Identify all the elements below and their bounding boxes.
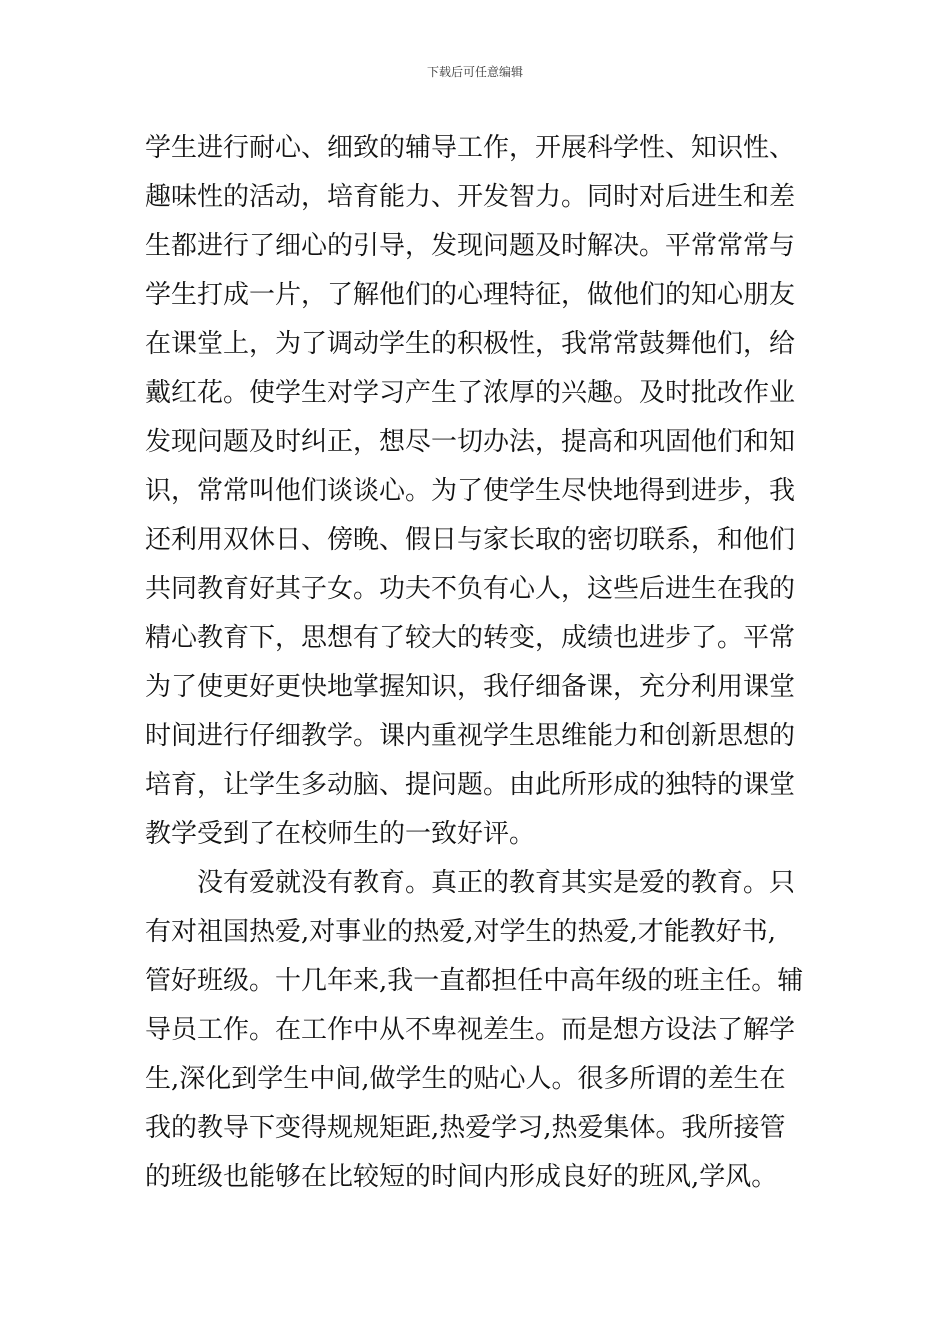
text-line: 趣味性的活动，培育能力、开发智力。同时对后进生和差	[145, 182, 796, 212]
text-line: 教学受到了在校师生的一致好评。	[145, 819, 536, 849]
text-line-indented: 没有爱就没有教育。真正的教育其实是爱的教育。只	[197, 868, 796, 898]
text-line: 戴红花。使学生对学习产生了浓厚的兴趣。及时批改作业	[145, 378, 796, 408]
text-line: 在课堂上，为了调动学生的积极性，我常常鼓舞他们，给	[145, 329, 796, 359]
text-line: 培育，让学生多动脑、提问题。由此所形成的独特的课堂	[145, 770, 796, 800]
text-line: 生都进行了细心的引导，发现问题及时解决。平常常常与	[145, 231, 796, 261]
page-header: 下载后可任意编辑	[426, 65, 523, 79]
text-line: 学生打成一片，了解他们的心理特征，做他们的知心朋友	[145, 280, 796, 310]
text-line: 学生进行耐心、细致的辅导工作，开展科学性、知识性、	[145, 133, 796, 163]
text-line: 有对祖国热爱,对事业的热爱,对学生的热爱,才能教好书,	[145, 917, 777, 947]
text-line: 时间进行仔细教学。课内重视学生思维能力和创新思想的	[145, 721, 796, 751]
document-body	[145, 124, 815, 1202]
paragraph-2	[145, 859, 815, 1202]
text-line: 发现问题及时纠正，想尽一切办法，提高和巩固他们和知	[145, 427, 796, 457]
paragraph-1	[145, 124, 815, 859]
text-line: 精心教育下，思想有了较大的转变，成绩也进步了。平常	[145, 623, 796, 653]
text-line: 共同教育好其子女。功夫不负有心人，这些后进生在我的	[145, 574, 796, 604]
text-line: 管好班级。十几年来,我一直都担任中高年级的班主任。辅	[145, 966, 804, 996]
text-line: 还利用双休日、傍晚、假日与家长取的密切联系，和他们	[145, 525, 796, 555]
text-line: 识，常常叫他们谈谈心。为了使学生尽快地得到进步，我	[145, 476, 796, 506]
text-line: 为了使更好更快地掌握知识，我仔细备课，充分利用课堂	[145, 672, 796, 702]
text-line: 的班级也能够在比较短的时间内形成良好的班风,学风。	[145, 1162, 778, 1192]
text-line: 导员工作。在工作中从不卑视差生。而是想方设法了解学	[145, 1015, 796, 1045]
text-line: 生,深化到学生中间,做学生的贴心人。很多所谓的差生在	[145, 1064, 786, 1094]
text-line: 我的教导下变得规规矩距,热爱学习,热爱集体。我所接管	[145, 1113, 786, 1143]
